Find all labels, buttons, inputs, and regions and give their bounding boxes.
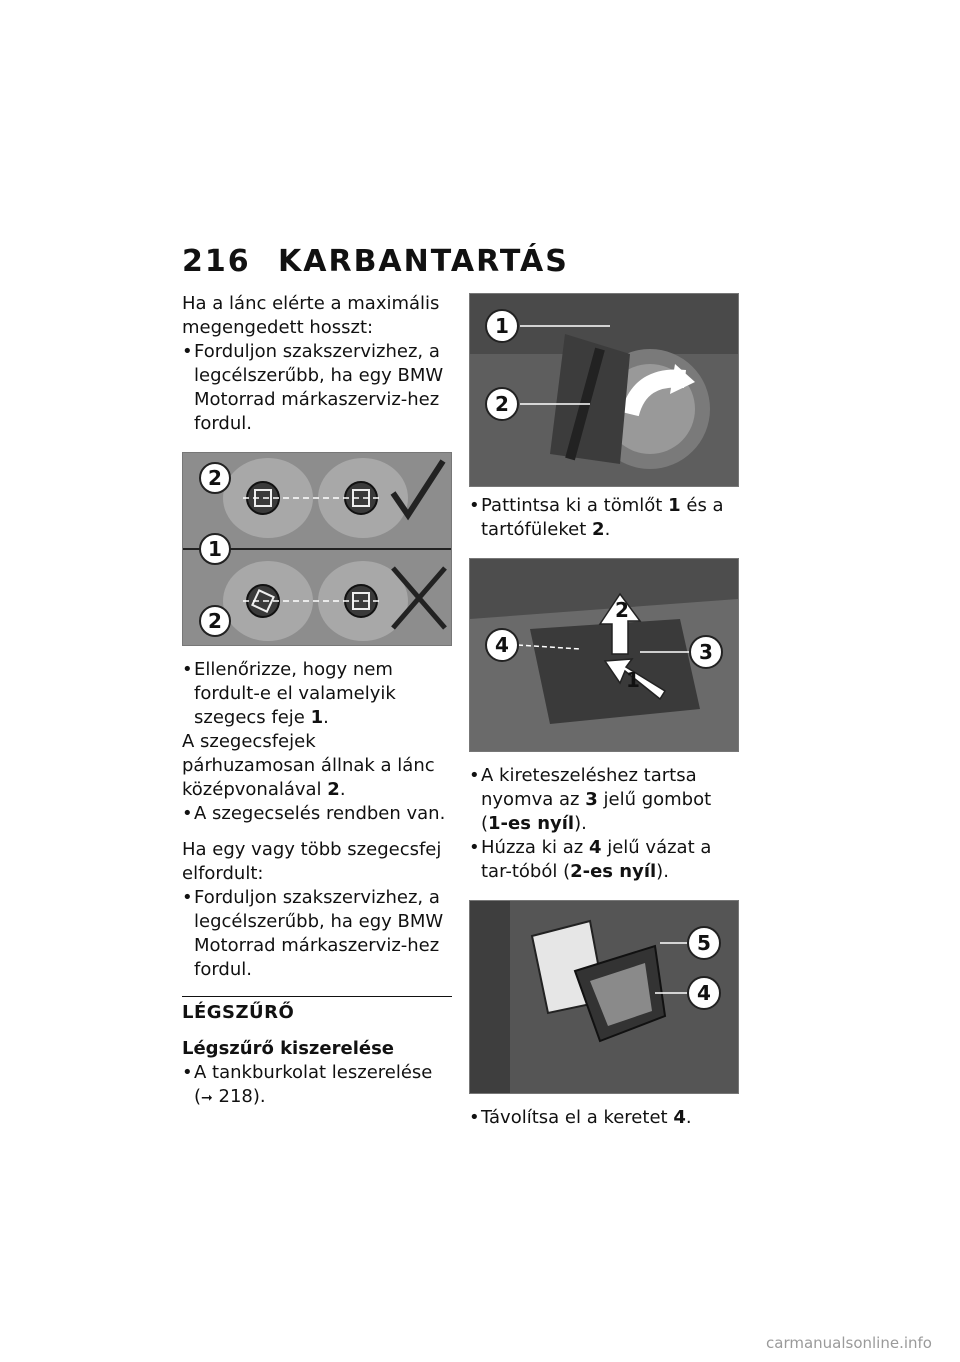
page-reference-link[interactable]: 218 xyxy=(218,1086,253,1107)
figure-label: 4 xyxy=(495,633,509,657)
frame-removal-illustration xyxy=(470,901,738,1093)
arrow-right-icon: ➞ xyxy=(201,1090,213,1106)
bullet-item: • Távolítsa el a keretet 4. xyxy=(469,1106,741,1130)
hose-figure xyxy=(469,293,739,487)
frame-release-figure xyxy=(469,558,739,752)
watermark: carmanualsonline.info xyxy=(766,1334,932,1352)
figure-label: 2 xyxy=(615,598,629,622)
section-title: LÉGSZŰRŐ xyxy=(182,996,452,1025)
hose-illustration xyxy=(470,294,738,486)
figure-label: 2 xyxy=(208,466,222,490)
left-column xyxy=(182,292,452,1110)
figure-label: 3 xyxy=(699,640,713,664)
frame-release-illustration xyxy=(470,559,738,751)
bullet-item: • A kireteszeléshez tartsa nyomva az 3 jelű gombot (1-es nyíl). xyxy=(469,764,741,836)
page-header xyxy=(182,244,569,279)
bullet-item: • A tankburkolat leszerelése (➞ 218). xyxy=(182,1061,452,1110)
chain-rivet-illustration xyxy=(183,453,451,645)
bullet-item: • Húzza ki az 4 jelű vázat a tar-tóból (2-es nyíl). xyxy=(469,836,741,884)
figure-label: 1 xyxy=(495,314,509,338)
bullet-item: • Ellenőrizze, hogy nem fordult-e el valamelyik szegecs feje 1. xyxy=(182,658,452,730)
chain-rivet-figure xyxy=(182,452,452,646)
subsection-title: Légszűrő kiszerelése xyxy=(182,1038,395,1059)
figure-label: 2 xyxy=(208,609,222,633)
frame-removal-figure xyxy=(469,900,739,1094)
paragraph: A szegecsfejek párhuzamosan állnak a lánc középvonalával 2. xyxy=(182,731,435,800)
figure-label: 5 xyxy=(697,931,711,955)
paragraph: Ha a lánc elérte a maximális megengedett hosszt: xyxy=(182,293,440,338)
paragraph: Ha egy vagy több szegecsfej elfordult: xyxy=(182,839,442,884)
right-column xyxy=(469,494,741,1130)
bullet-item: • Pattintsa ki a tömlőt 1 és a tartófüleket 2. xyxy=(469,494,741,542)
figure-label: 2 xyxy=(495,392,509,416)
figure-label: 1 xyxy=(626,668,640,692)
figure-label: 4 xyxy=(697,981,711,1005)
bullet-item: • Forduljon szakszervizhez, a legcélszerűbb, ha egy BMW Motorrad márkaszerviz-hez fordul. xyxy=(182,886,452,982)
bullet-item: • A szegecselés rendben van. xyxy=(182,802,452,826)
figure-label: 1 xyxy=(208,537,222,561)
bullet-item: • Forduljon szakszervizhez, a legcélszerűbb, ha egy BMW Motorrad márkaszerviz-hez fordul. xyxy=(182,340,452,436)
page-title: KARBANTARTÁS xyxy=(278,244,569,279)
page-number: 216 xyxy=(182,244,251,279)
